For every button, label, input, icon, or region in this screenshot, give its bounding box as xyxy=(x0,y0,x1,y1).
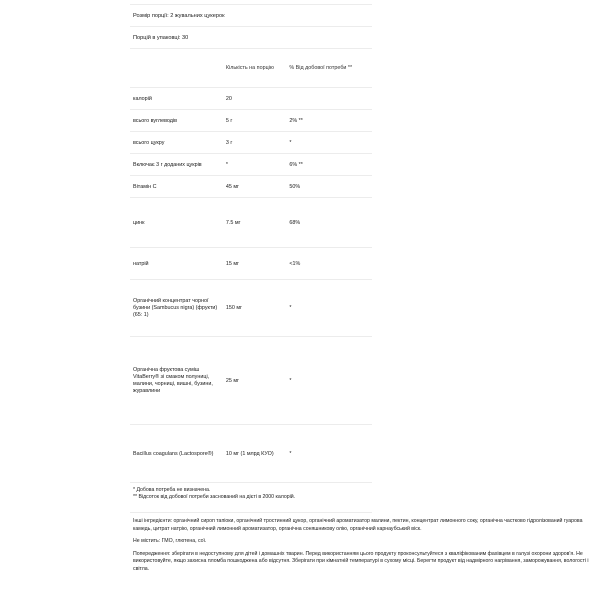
table-row xyxy=(130,198,372,248)
supplement-facts xyxy=(130,0,372,483)
nutrient-amount: 20 xyxy=(223,88,287,110)
table-row xyxy=(130,425,372,483)
table-row xyxy=(130,280,372,337)
nutrient-dv: * xyxy=(286,132,372,154)
table-row xyxy=(130,132,372,154)
nutrient-dv: 50% xyxy=(286,176,372,198)
nutrient-name: всього вуглеводів xyxy=(130,110,223,132)
table-row xyxy=(130,88,372,110)
table-row xyxy=(130,248,372,280)
header-daily-value: % Від добової потреби ** xyxy=(289,65,353,71)
table-row xyxy=(130,176,372,198)
free-from: Не містить: ГМО, глютена, сої. xyxy=(133,538,207,545)
serving-size: Розмір порції: 2 жувальних цукерок xyxy=(133,12,225,19)
nutrient-name: цинк xyxy=(130,198,223,248)
servings-per-container: Порцій в упаковці: 30 xyxy=(133,34,189,41)
divider xyxy=(130,512,372,513)
footnote-daily-value: ** Відсоток від добової потреби заснований на дієті в 2000 калорій. xyxy=(133,494,296,500)
nutrient-name: калорій xyxy=(130,88,223,110)
nutrient-dv: * xyxy=(286,280,372,337)
footnote-undefined: * Добова потреба не визначена. xyxy=(133,487,211,493)
header-nutrient xyxy=(130,49,223,88)
footnotes xyxy=(133,487,295,501)
nutrient-amount: 5 г xyxy=(223,110,287,132)
nutrient-name: Вітамін C xyxy=(130,176,223,198)
nutrient-amount: 150 мг xyxy=(223,280,287,337)
table-row xyxy=(130,337,372,425)
nutrient-amount: 15 мг xyxy=(223,248,287,280)
header-amount: Кількість на порцію xyxy=(225,65,274,71)
nutrient-amount: 3 г xyxy=(223,132,287,154)
nutrient-name: всього цукру xyxy=(130,132,223,154)
nutrient-amount: * xyxy=(223,154,287,176)
nutrient-amount: 25 мг xyxy=(223,337,287,425)
nutrient-dv xyxy=(286,88,372,110)
nutrient-name: Органічна фруктова суміш VitaBerry® зі смаком полуниці, малини, чорниці, вишні, бузини, журавлини xyxy=(130,337,223,425)
nutrient-name: натрій xyxy=(130,248,223,280)
warning: Попередження: зберігати в недоступному для дітей і домашніх тварин. Перед використанням цього продукту проконсультуйтеся з кваліфікованим фахівцем в галузі охорони здоров'я. Не використовуйте, якщо захисна пломба пошкоджена або відсутня. Зберігати при кімнатній температурі в сухому місці. Берегти продукт від надмірного нагрівання, заморожування, вологості і світла. xyxy=(133,550,589,572)
nutrient-dv: * xyxy=(286,425,372,483)
nutrient-dv: * xyxy=(286,337,372,425)
nutrient-name: Bacillus coagulans (Lactospore®) xyxy=(130,425,223,483)
nutrient-dv: 6% ** xyxy=(286,154,372,176)
other-ingredients: Інші інгредієнти: органічний сироп тапіоки, органічний тростинний цукор, органічний ароматизатор малини, пектин, концентрат лимонного соку, органічна частково гідролізований гуарова камедь, цитрат натрію, органічний лимонний ароматизатор, органічна соняшникову олію, органічний карнаубський віск. xyxy=(133,518,583,532)
nutrient-name: Органічний концентрат чорної бузини (Sambucus nigra) (фрукти) (65: 1) xyxy=(130,280,223,337)
nutrient-amount: 7.5 мг xyxy=(223,198,287,248)
nutrition-table xyxy=(130,49,372,483)
nutrient-name: Включає 3 г доданих цукрів xyxy=(130,154,223,176)
nutrient-dv: 68% xyxy=(286,198,372,248)
table-row xyxy=(130,154,372,176)
nutrient-amount: 45 мг xyxy=(223,176,287,198)
nutrient-dv: <1% xyxy=(286,248,372,280)
nutrient-amount: 10 мг (1 млрд КУО) xyxy=(223,425,287,483)
table-row xyxy=(130,110,372,132)
ingredients-section xyxy=(130,512,590,579)
nutrient-dv: 2% ** xyxy=(286,110,372,132)
